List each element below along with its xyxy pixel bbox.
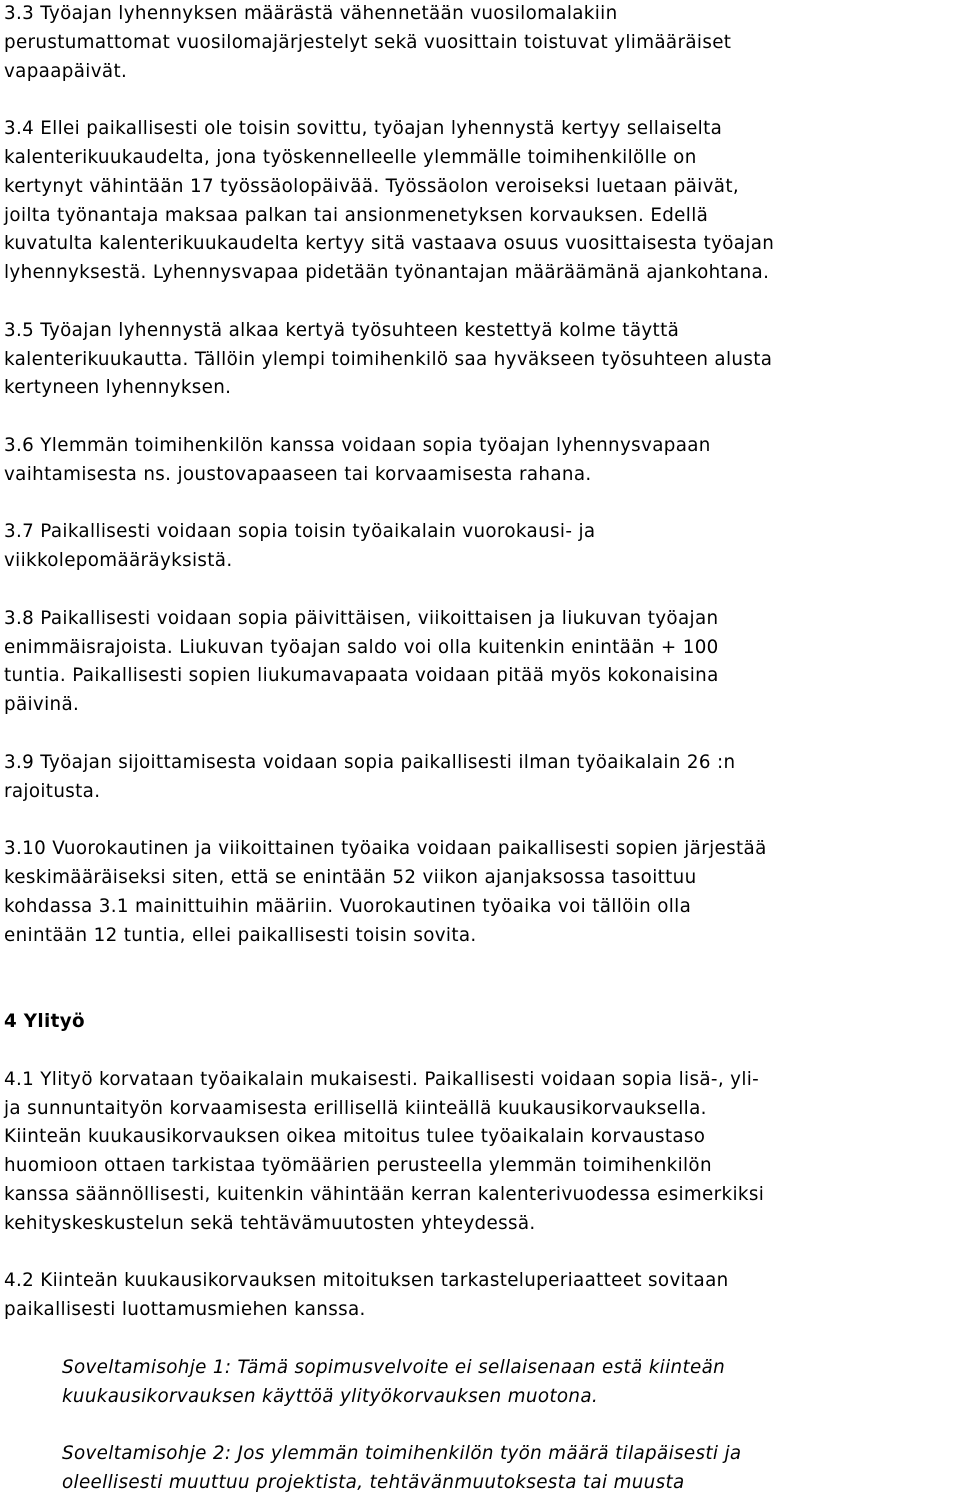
text-line: 4.2 Kiinteän kuukausikorvauksen mitoituksen tarkasteluperiaatteet sovitaan [4, 1270, 729, 1292]
text-line: kehityskeskustelun sekä tehtävämuutosten yhteydessä. [4, 1212, 536, 1234]
text-line: viikkolepomääräyksistä. [4, 550, 233, 572]
application-note-2 [62, 1440, 960, 1498]
text-line: päivinä. [4, 694, 80, 716]
text-line: enintään 12 tuntia, ellei paikallisesti toisin sovita. [4, 924, 477, 946]
text-line: Soveltamisohje 1: Tämä sopimusvelvoite ei sellaisenaan estä kiinteän [62, 1356, 726, 1378]
text-line: kalenterikuukaudelta, jona työskennelleelle ylemmälle toimihenkilölle on [4, 146, 697, 168]
application-note-1 [62, 1354, 960, 1412]
paragraph-3-3 [4, 0, 960, 86]
paragraph-4-2 [4, 1267, 960, 1325]
text-line: kuvatulta kalenterikuukaudelta kertyy sitä vastaava osuus vuosittaisesta työajan [4, 233, 775, 255]
paragraph-3-10 [4, 835, 960, 950]
text-line: kalenterikuukautta. Tällöin ylempi toimihenkilö saa hyväkseen työsuhteen alusta [4, 348, 773, 370]
text-line: enimmäisrajoista. Liukuvan työajan saldo voi olla kuitenkin enintään + 100 [4, 636, 719, 658]
text-line: kohdassa 3.1 mainittuihin määriin. Vuorokautinen työaika voi tällöin olla [4, 895, 692, 917]
text-line: Kiinteän kuukausikorvauksen oikea mitoitus tulee työaikalain korvaustaso [4, 1126, 706, 1148]
text-line: ja sunnuntaityön korvaamisesta erillisellä kiinteällä kuukausikorvauksella. [4, 1097, 707, 1119]
text-line: tuntia. Paikallisesti sopien liukumavapaata voidaan pitää myös kokonaisina [4, 665, 719, 687]
text-line: vaihtamisesta ns. joustovapaaseen tai korvaamisesta rahana. [4, 463, 592, 485]
text-line: 3.3 Työajan lyhennyksen määrästä vähennetään vuosilomalakiin [4, 3, 618, 24]
text-line: 3.7 Paikallisesti voidaan sopia toisin työaikalain vuorokausi- ja [4, 521, 596, 543]
text-line: vapaapäivät. [4, 60, 128, 82]
text-line: kertyneen lyhennyksen. [4, 377, 232, 399]
text-line: 3.5 Työajan lyhennystä alkaa kertyä työsuhteen kestettyä kolme täyttä [4, 319, 680, 341]
section-heading-text: 4 Ylityö [4, 1011, 85, 1033]
text-line: rajoitusta. [4, 780, 101, 802]
section-heading [4, 1008, 960, 1037]
text-line: perustumattomat vuosilomajärjestelyt sekä vuosittain toistuvat ylimääräiset [4, 31, 732, 53]
text-line: 3.8 Paikallisesti voidaan sopia päivittäisen, viikoittaisen ja liukuvan työajan [4, 607, 719, 629]
text-line: 3.6 Ylemmän toimihenkilön kanssa voidaan sopia työajan lyhennysvapaan [4, 434, 711, 456]
paragraph-3-4 [4, 115, 960, 288]
text-line: kanssa säännöllisesti, kuitenkin vähintään kerran kalenterivuodessa esimerkiksi [4, 1184, 765, 1206]
paragraph-3-5 [4, 317, 960, 403]
text-line: 3.10 Vuorokautinen ja viikoittainen työaika voidaan paikallisesti sopien järjestää [4, 838, 767, 860]
text-line: kertynyt vähintään 17 työssäolopäivää. Työssäolon veroiseksi luetaan päivät, [4, 175, 739, 197]
document-page [4, 0, 960, 1498]
paragraph-3-8 [4, 605, 960, 720]
text-line: 3.9 Työajan sijoittamisesta voidaan sopia paikallisesti ilman työaikalain 26 :n [4, 751, 736, 773]
paragraph-3-9 [4, 749, 960, 807]
paragraph-4-1 [4, 1066, 960, 1239]
text-line: lyhennyksestä. Lyhennysvapaa pidetään työnantajan määräämänä ajankohtana. [4, 262, 770, 284]
paragraph-3-7 [4, 518, 960, 576]
text-line: oleellisesti muuttuu projektista, tehtävänmuutoksesta tai muusta [62, 1472, 685, 1494]
text-line: keskimääräiseksi siten, että se enintään 52 viikon ajanjaksossa tasoittuu [4, 866, 697, 888]
text-line: paikallisesti luottamusmiehen kanssa. [4, 1299, 366, 1321]
text-line: kuukausikorvauksen käyttöä ylityökorvauksen muotona. [62, 1385, 599, 1407]
text-line: 4.1 Ylityö korvataan työaikalain mukaisesti. Paikallisesti voidaan sopia lisä-, yli- [4, 1068, 760, 1090]
text-line: huomioon ottaen tarkistaa työmäärien perusteella ylemmän toimihenkilön [4, 1155, 712, 1177]
paragraph-3-6 [4, 432, 960, 490]
text-line: Soveltamisohje 2: Jos ylemmän toimihenkilön työn määrä tilapäisesti ja [62, 1443, 742, 1465]
text-line: joilta työnantaja maksaa palkan tai ansionmenetyksen korvauksen. Edellä [4, 204, 709, 226]
text-line: 3.4 Ellei paikallisesti ole toisin sovittu, työajan lyhennystä kertyy sellaiselta [4, 118, 723, 140]
